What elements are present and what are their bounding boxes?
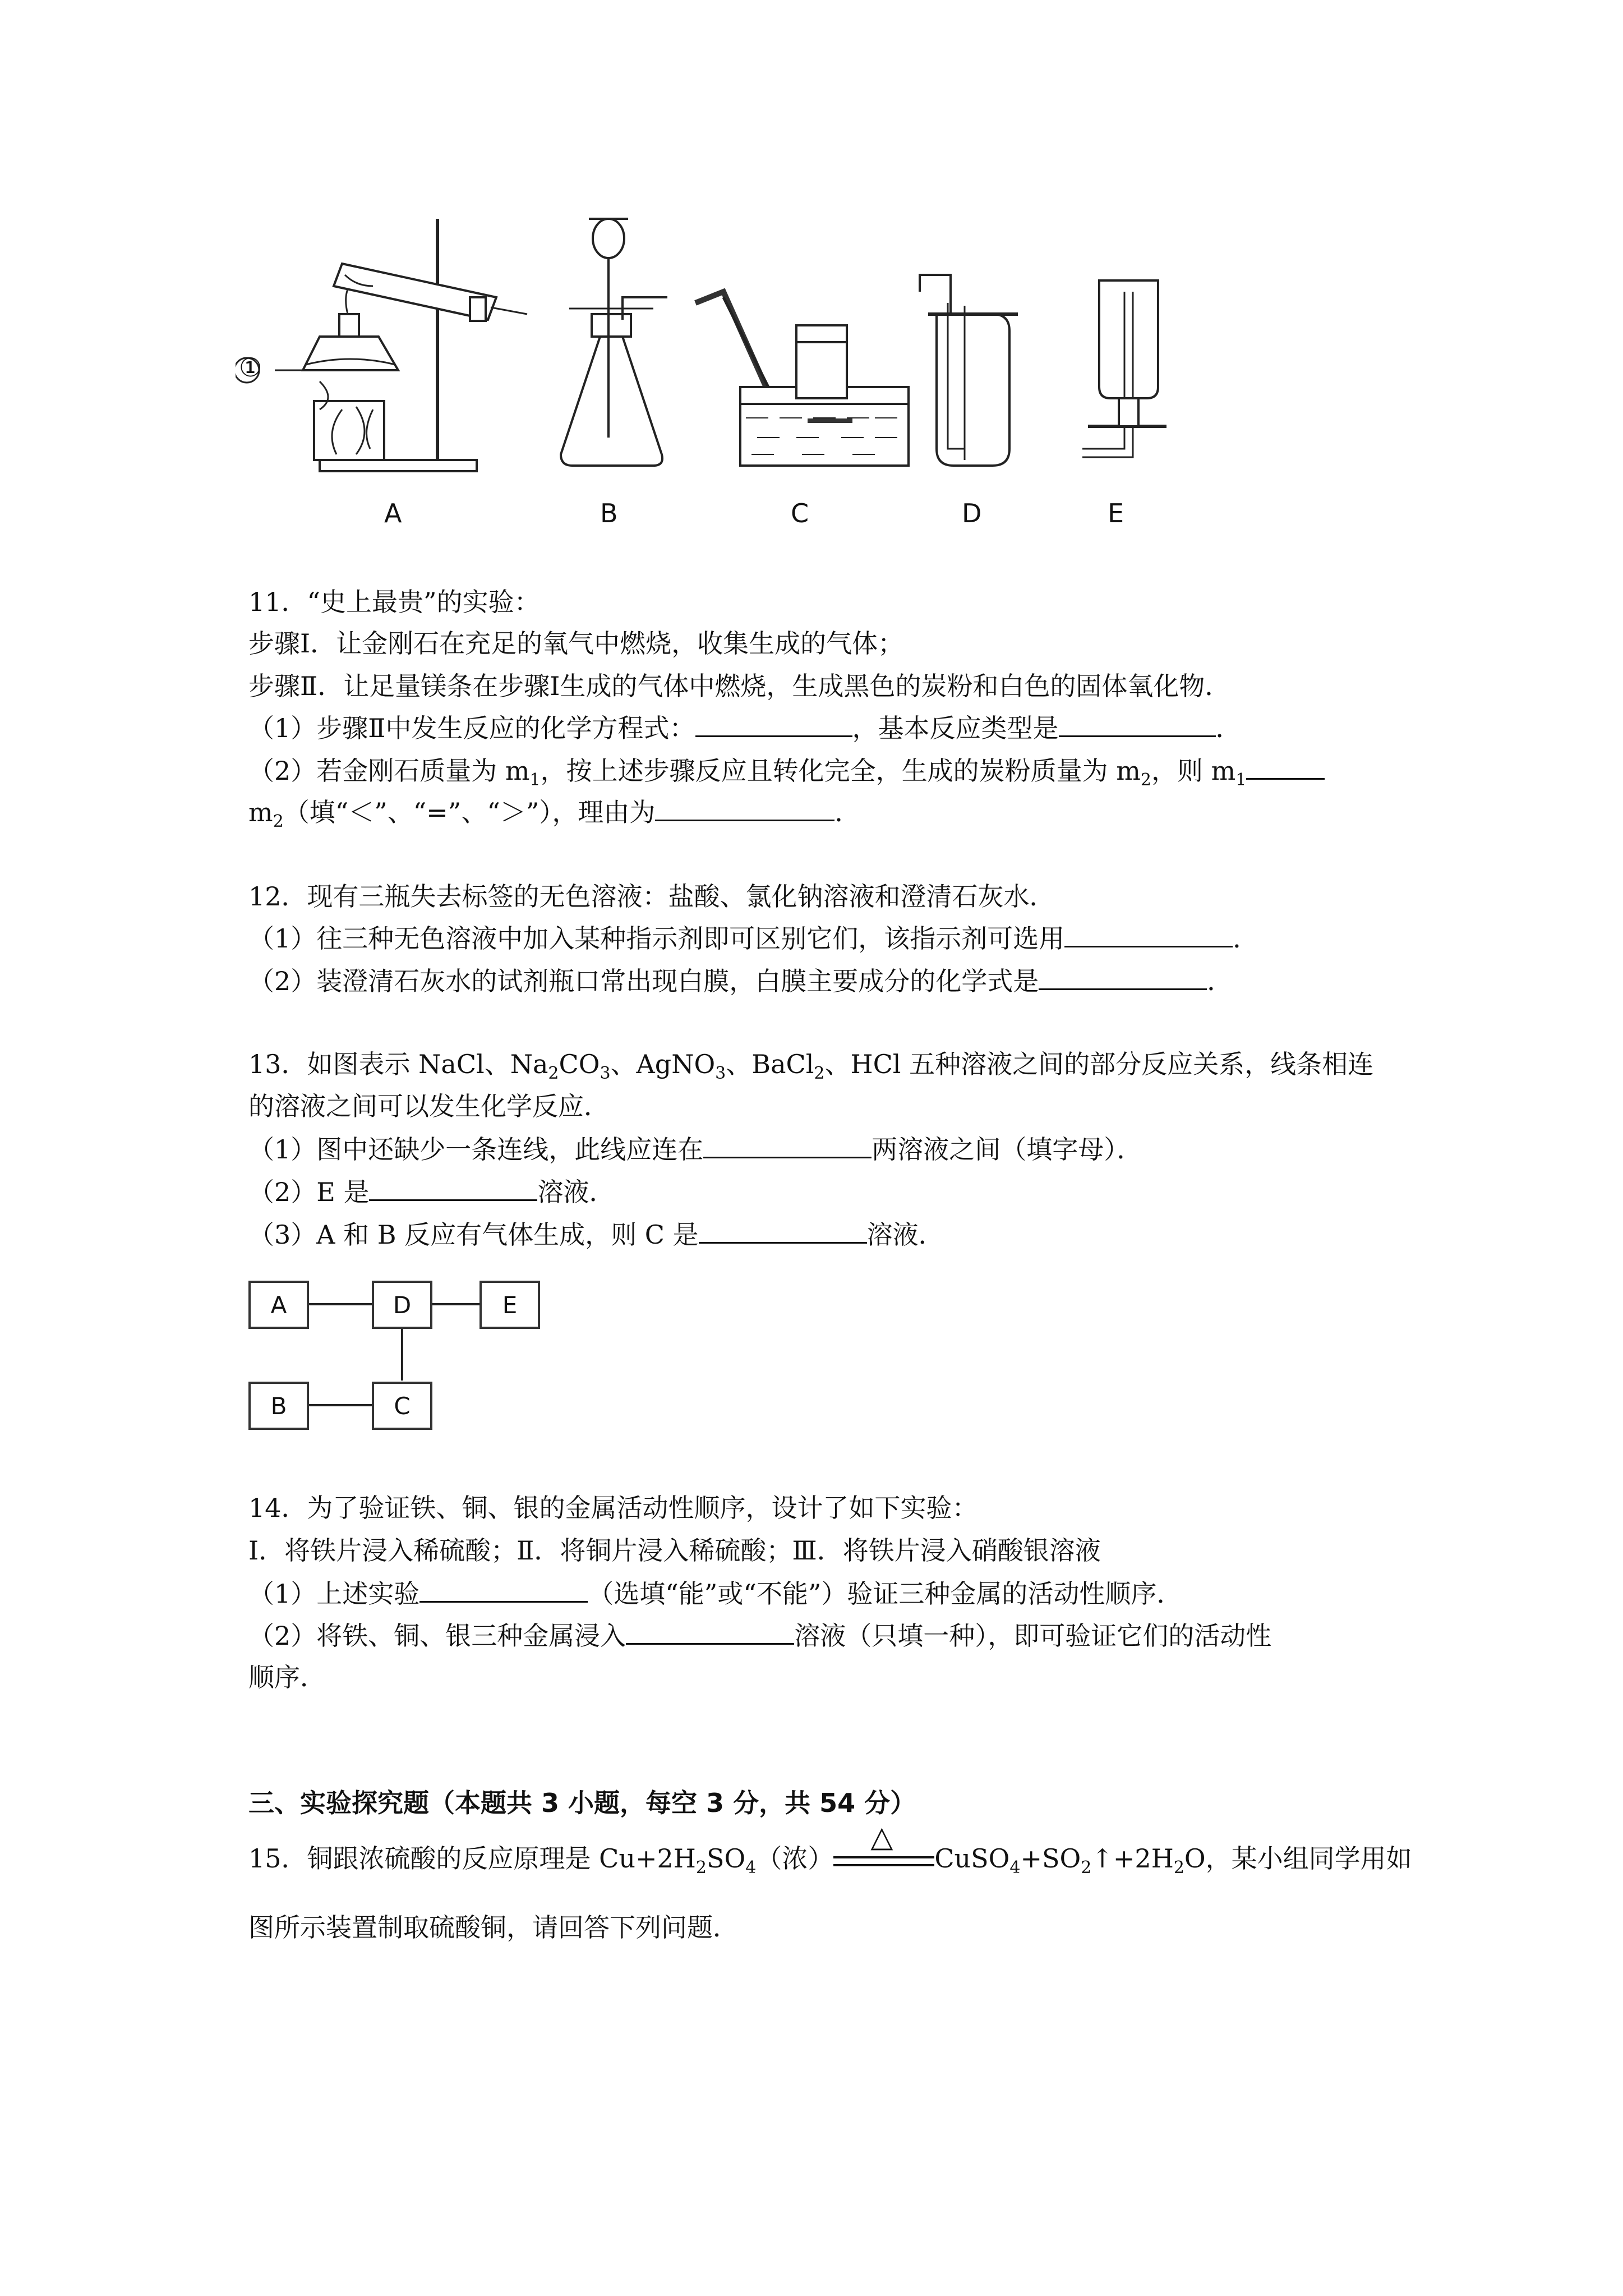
q12-part1-text: （1）往三种无色溶液中加入某种指示剂即可区别它们，该指示剂可选用 [248, 923, 1065, 954]
q15-text-g: O，某小组同学用如 [1184, 1843, 1412, 1874]
q15-text-c: （浓） [756, 1843, 834, 1874]
q14-part2-text-b: 溶液（只填一种），即可验证它们的活动性 [794, 1621, 1272, 1651]
q13-part3 [248, 1217, 944, 1251]
q11-part2-line1 [248, 753, 1325, 788]
q15-text-f: ↑+2H [1091, 1843, 1174, 1874]
q14-experiments: Ⅰ．将铁片浸入稀硫酸；Ⅱ．将铜片浸入稀硫酸；Ⅲ．将铁片浸入硝酸银溶液 [248, 1535, 1101, 1566]
apparatus-label-c: C [791, 498, 809, 528]
q13-part2 [248, 1175, 615, 1209]
q13-box-d: D [372, 1281, 432, 1329]
q11-part1 [248, 711, 1242, 745]
section3-heading: 三、实验探究题（本题共 3 小题，每空 3 分，共 54 分） [248, 1788, 916, 1818]
q13-part1-text-a: （1）图中还缺少一条连线，此线应连在 [248, 1134, 704, 1165]
equals-lower-line [833, 1864, 934, 1866]
q13-part3-text-a: （3）A 和 B 反应有气体生成，则 C 是 [248, 1220, 699, 1250]
q13-answer-blank-link[interactable] [703, 1132, 872, 1158]
apparatus-b-drawing [561, 219, 667, 466]
q13-line1 [248, 1047, 1374, 1084]
apparatus-label-a: A [384, 498, 402, 528]
q15-sub-h2o: 2 [1173, 1858, 1184, 1878]
apparatus-e-drawing [1082, 280, 1166, 457]
equals-upper-line [833, 1856, 934, 1858]
apparatus-c-drawing [695, 292, 909, 466]
q13-line2: 的溶液之间可以发生化学反应． [248, 1091, 610, 1121]
apparatus-label-b: B [600, 498, 618, 528]
q13-part1-text-b: 两溶液之间（填字母）． [872, 1134, 1143, 1165]
q13-sub-na2: 2 [548, 1064, 559, 1084]
q13-part1 [248, 1132, 1142, 1166]
q12-title: 12．现有三瓶失去标签的无色溶液：盐酸、氯化钠溶液和澄清石灰水． [248, 881, 1055, 912]
q14-part1-text-a: （1）上述实验 [248, 1579, 420, 1609]
q13-box-a: A [248, 1281, 309, 1329]
q11-part2-text-b: ，按上述步骤反应且转化完全，生成的炭粉质量为 m [540, 756, 1141, 786]
q15-text-a: 15．铜跟浓硫酸的反应原理是 Cu+2H [248, 1843, 696, 1874]
q11-answer-blank-reason[interactable] [655, 795, 834, 821]
q11-part2-text-f: ． [834, 797, 861, 827]
apparatus-label-e: E [1108, 498, 1124, 528]
apparatus-label-d: D [962, 498, 982, 528]
q15-sub-so2: 2 [1081, 1858, 1092, 1878]
q14-title: 14．为了验证铁、铜、银的金属活动性顺序，设计了如下实验： [248, 1493, 978, 1523]
q13-answer-blank-c[interactable] [699, 1217, 867, 1244]
q11-part2-text-a: （2）若金刚石质量为 m [248, 756, 530, 786]
q11-sub-2a: 2 [1140, 770, 1151, 790]
q11-answer-blank-equation[interactable] [695, 711, 852, 737]
q13-part2-text-b: 溶液． [537, 1177, 615, 1207]
q11-answer-blank-type[interactable] [1059, 711, 1216, 737]
q12-part2-end: ． [1207, 966, 1233, 996]
q13-box-c: C [372, 1382, 432, 1430]
marker-circled-1: ① [239, 352, 262, 383]
q11-part1-text-a: （1）步骤Ⅱ中发生反应的化学方程式： [248, 713, 695, 743]
reaction-condition-heat [833, 1820, 934, 1873]
apparatus-a-drawing [236, 219, 527, 471]
q15-text-b: SO [707, 1843, 746, 1874]
q12-part1 [248, 921, 1258, 955]
apparatus-figure [236, 202, 1211, 539]
q12-part2 [248, 964, 1233, 998]
q15-sub-h2: 2 [695, 1858, 707, 1878]
q11-part1-text-b: ，基本反应类型是 [852, 713, 1059, 743]
q11-title: 11．“史上最贵”的实验： [248, 587, 540, 617]
q13-box-e: E [479, 1281, 540, 1329]
q13-sub-co3: 3 [600, 1064, 611, 1084]
q14-part1-text-b: （选填“能”或“不能”）验证三种金属的活动性顺序． [588, 1579, 1183, 1609]
q11-part2-line2 [248, 795, 861, 832]
apparatus-drawing [236, 202, 1211, 494]
q14-part2 [248, 1618, 1271, 1653]
q13-part3-text-b: 溶液． [866, 1220, 944, 1250]
q13-sub-cl2: 2 [814, 1064, 825, 1084]
q11-part2-text-d: m [248, 797, 273, 827]
q15-sub-so4: 4 [745, 1858, 757, 1878]
q11-step1: 步骤Ⅰ．让金刚石在充足的氧气中燃烧，收集生成的气体； [248, 628, 904, 659]
q11-step2: 步骤Ⅱ．让足量镁条在步骤Ⅰ生成的气体中燃烧，生成黑色的炭粉和白色的固体氧化物． [248, 671, 1231, 701]
q13-text-e: 、HCl 五种溶液之间的部分反应关系，线条相连 [824, 1049, 1374, 1079]
q15-sub-cuso4: 4 [1009, 1858, 1021, 1878]
q13-relation-diagram [248, 1281, 540, 1432]
q14-part2-cont: 顺序． [248, 1662, 326, 1692]
q11-sub-1b: 1 [1235, 770, 1247, 790]
q13-box-b: B [248, 1382, 309, 1430]
q12-answer-blank-formula[interactable] [1039, 964, 1207, 990]
heat-delta-icon: △ [870, 1820, 893, 1854]
q15-line2: 图所示装置制取硫酸铜，请回答下列问题． [248, 1912, 739, 1943]
q13-text-d: 、BaCl [726, 1049, 814, 1079]
q13-text-b: CO [559, 1049, 600, 1079]
q13-answer-blank-e[interactable] [369, 1175, 537, 1201]
q11-answer-blank-compare[interactable] [1246, 753, 1325, 780]
q11-part1-text-c: ． [1215, 713, 1242, 743]
q11-sub-1a: 1 [529, 770, 541, 790]
q13-text-c: 、AgNO [610, 1049, 716, 1079]
q15-text-e: +SO [1020, 1843, 1081, 1874]
q14-part2-text-a: （2）将铁、铜、银三种金属浸入 [248, 1621, 626, 1651]
q11-part2-text-c: ，则 m [1151, 756, 1236, 786]
q12-part2-text: （2）装澄清石灰水的试剂瓶口常出现白膜，白膜主要成分的化学式是 [248, 966, 1039, 996]
apparatus-d-drawing [920, 275, 1018, 466]
q11-part2-text-e: （填“＜”、“=”、“＞”），理由为 [283, 797, 656, 827]
q15-line1 [248, 1820, 1412, 1878]
q12-answer-blank-indicator[interactable] [1064, 921, 1233, 947]
q11-sub-2b: 2 [273, 812, 284, 832]
q14-part1 [248, 1576, 1182, 1611]
q14-answer-blank-can[interactable] [419, 1576, 588, 1603]
q13-text-a: 13．如图表示 NaCl、Na [248, 1049, 548, 1079]
q15-text-d: CuSO [934, 1843, 1010, 1874]
q13-sub-no3: 3 [715, 1064, 726, 1084]
q14-answer-blank-solution[interactable] [626, 1618, 794, 1645]
q13-part2-text-a: （2）E 是 [248, 1177, 370, 1207]
q12-part1-end: ． [1233, 923, 1259, 954]
